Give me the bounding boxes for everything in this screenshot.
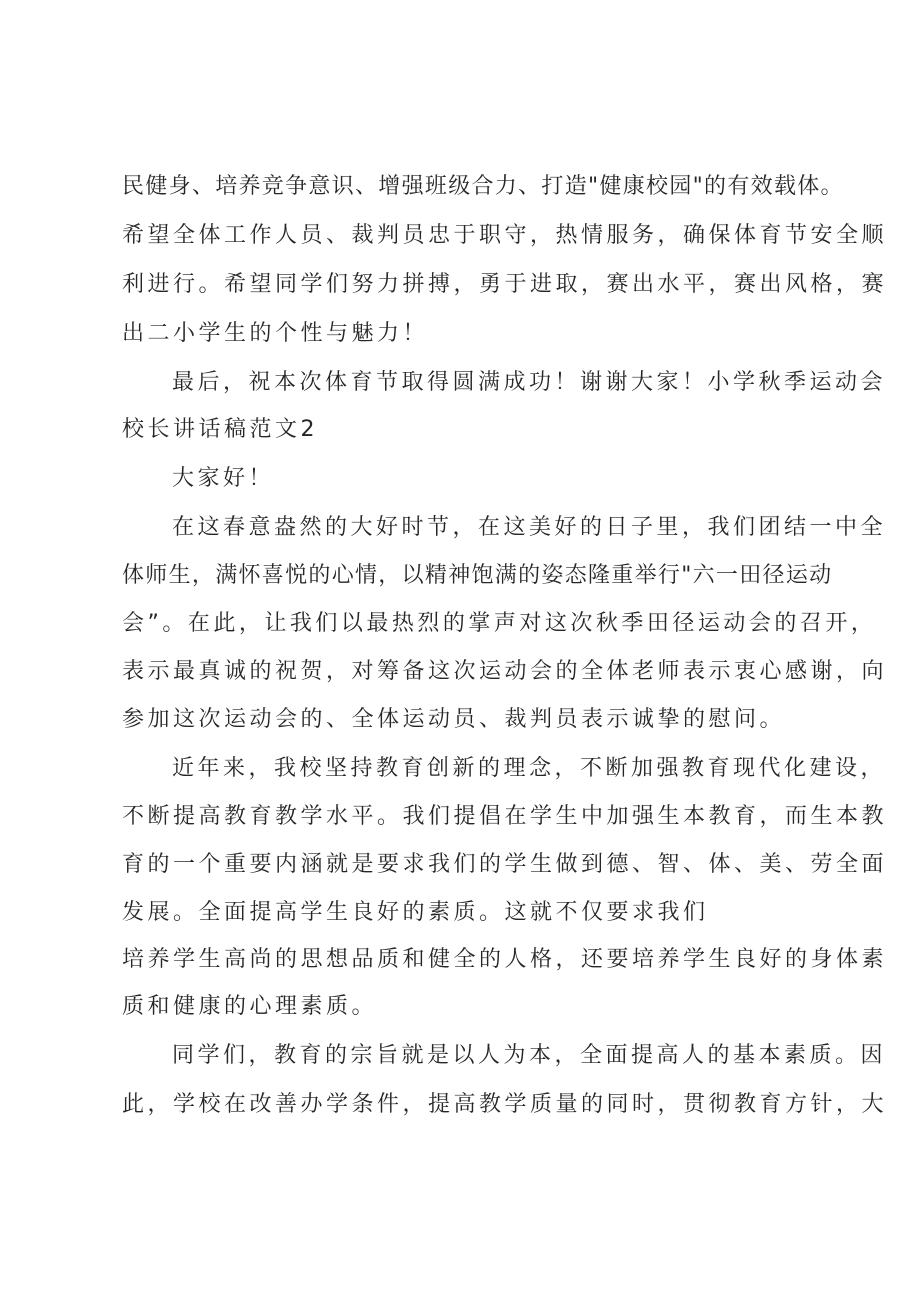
- text-line: 体师生，满怀喜悦的心情，以精神饱满的姿态隆重举行"六一田径运动: [122, 563, 833, 588]
- text-line: 希望全体工作人员、裁判员忠于职守，热情服务，确保体育节安全顺: [122, 223, 888, 248]
- text-line: 会”。在此，让我们以最热烈的掌声对这次秋季田径运动会的召开，: [122, 611, 877, 636]
- text-line: 育的一个重要内涵就是要求我们的学生做到德、智、体、美、劳全面: [122, 852, 888, 877]
- text-line: 不断提高教育教学水平。我们提倡在学生中加强生本教育，而生本教: [122, 804, 888, 829]
- text-line: 利进行。希望同学们努力拼搏，勇于进取，赛出水平，赛出风格，赛: [122, 272, 888, 297]
- text-line: 民健身、培养竞争意识、增强班级合力、打造"健康校园"的有效载体。: [122, 174, 844, 199]
- text-line: 发展。全面提高学生良好的素质。这就不仅要求我们: [122, 900, 709, 925]
- text-line: 同学们，教育的宗旨就是以人为本，全面提高人的基本素质。因: [172, 1043, 887, 1068]
- text-line: 出二小学生的个性与魅力！: [122, 321, 429, 346]
- text-line: 表示最真诚的祝贺，对筹备这次运动会的全体老师表示衷心感谢，向: [122, 659, 888, 684]
- text-line: 大家好！: [172, 466, 275, 491]
- text-line: 参加这次运动会的、全体运动员、裁判员表示诚挚的慰问。: [122, 707, 786, 732]
- text-line: 在这春意盎然的大好时节，在这美好的日子里，我们团结一中全: [172, 515, 887, 540]
- text-line: 近年来，我校坚持教育创新的理念，不断加强教育现代化建设，: [172, 756, 887, 781]
- text-line: 质和健康的心理素质。: [122, 994, 378, 1019]
- text-line: 最后，祝本次体育节取得圆满成功！谢谢大家！小学秋季运动会: [172, 370, 887, 395]
- text-line: 培养学生高尚的思想品质和健全的人格，还要培养学生良好的身体素: [122, 947, 888, 972]
- text-line: 校长讲话稿范文2: [122, 417, 318, 442]
- text-line: 此，学校在改善办学条件，提高教学质量的同时，贯彻教育方针，大: [122, 1092, 888, 1117]
